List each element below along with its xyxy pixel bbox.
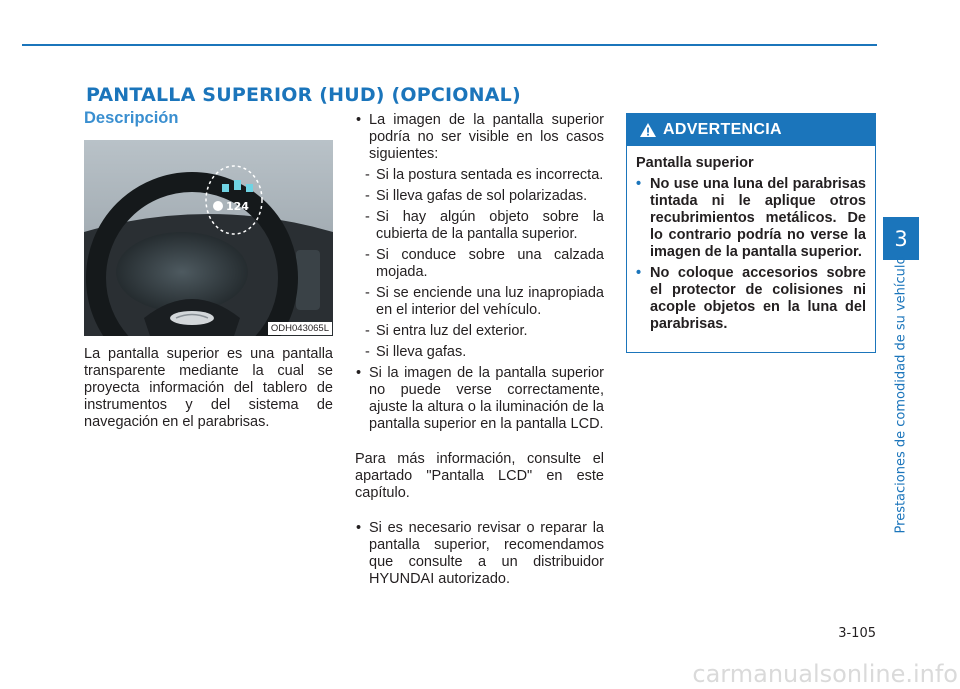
warning-header — [627, 114, 875, 146]
chapter-tab: 3 — [883, 217, 919, 260]
warning-box — [626, 113, 876, 353]
warning-title: ADVERTENCIA — [663, 121, 782, 138]
description-heading: Descripción — [84, 109, 179, 127]
dash-item: - Si conduce sobre una calzada mojada. — [355, 247, 604, 281]
page-number: 3-105 — [838, 626, 876, 641]
more-info-paragraph: Para más información, consulte el apartado "Pantalla LCD" en este capítulo. — [355, 451, 604, 501]
chapter-title: Prestaciones de comodidad de su vehículo — [893, 256, 909, 534]
warning-triangle-icon — [639, 122, 657, 138]
dashboard-illustration — [84, 140, 333, 336]
bullet-adjust: • Si la imagen de la pantalla superior no puede verse correctamente, ajuste la altura o la iluminación de la pantalla superior en la pantalla LCD. — [355, 365, 604, 433]
visibility-column — [355, 112, 604, 588]
hud-photo — [84, 140, 333, 336]
warning-item: • No coloque accesorios sobre el protector de colisiones ni acople objetos en la luna del parabrisas. — [636, 265, 866, 333]
watermark: carmanualsonline.info — [692, 660, 958, 688]
bullet-service: • Si es necesario revisar o reparar la pantalla superior, recomendamos que consulte a un distribuidor HYUNDAI autorizado. — [355, 520, 604, 588]
dash-item: - Si la postura sentada es incorrecta. — [355, 167, 604, 184]
dash-item: - Si lleva gafas de sol polarizadas. — [355, 188, 604, 205]
bullet-visibility: • La imagen de la pantalla superior podría no ser visible en los casos siguientes: — [355, 112, 604, 163]
warning-item: • No use una luna del parabrisas tintada ni le aplique otros recubrimientos metálicos. De lo contrario podría no verse la imagen de la pantalla superior. — [636, 176, 866, 261]
dash-item: - Si se enciende una luz inapropiada en el interior del vehículo. — [355, 285, 604, 319]
dash-item: - Si entra luz del exterior. — [355, 323, 604, 340]
header-rule — [22, 44, 877, 46]
warning-body — [627, 146, 875, 333]
dash-item: - Si lleva gafas. — [355, 344, 604, 361]
dash-item: - Si hay algún objeto sobre la cubierta de la pantalla superior. — [355, 209, 604, 243]
section-title: PANTALLA SUPERIOR (HUD) (OPCIONAL) — [86, 84, 521, 106]
image-caption: ODH043065L — [268, 322, 332, 335]
description-paragraph: La pantalla superior es una pantalla transparente mediante la cual se proyecta información del tablero de instrumentos y del sistema de navegación en el parabrisas. — [84, 346, 333, 430]
hud-speed-readout: 124 — [226, 200, 249, 213]
warning-subheading: Pantalla superior — [636, 155, 754, 171]
